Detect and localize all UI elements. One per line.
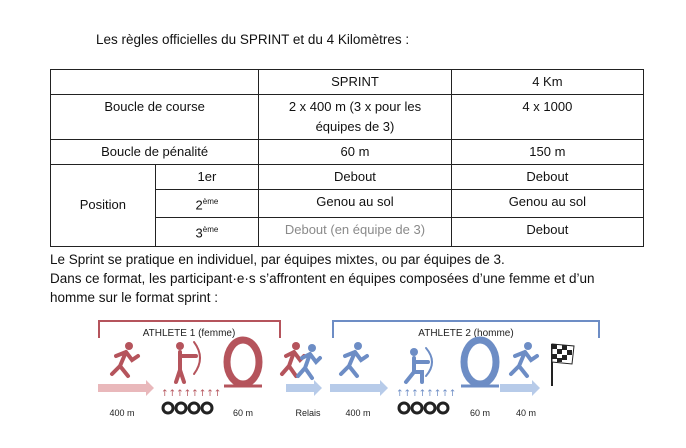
cell-boucle-sprint-line1: 2 x 400 m (3 x pour les <box>288 99 422 114</box>
position-suffix: ème <box>202 197 219 206</box>
position-number <box>155 218 259 246</box>
archer-icon <box>176 342 200 382</box>
cell-position-2-4km: Genou au sol <box>451 190 643 218</box>
relay-diagram <box>96 316 616 428</box>
position-suffix: er <box>204 169 217 184</box>
label-run2: 400 m <box>345 408 371 418</box>
table-row-boucle-penalite <box>51 140 644 165</box>
label-relay: Relais <box>295 408 321 418</box>
finisher-icon <box>511 342 537 376</box>
paragraph-line-2: Dans ce format, les participant·e·s s’affrontent en équipes composées d’une femme et d’un <box>50 271 595 286</box>
position-num: 3 <box>195 225 203 241</box>
position-suffix: ème <box>202 225 219 235</box>
header-4km: 4 Km <box>451 70 643 95</box>
position-number <box>155 165 259 190</box>
relay-runners-icon <box>282 342 320 378</box>
table-row-boucle-course <box>51 95 644 140</box>
cell-penalite-4km: 150 m <box>451 140 643 165</box>
position-number <box>155 190 259 218</box>
cell-position-1-4km: Debout <box>451 165 643 190</box>
svg-text:↑↑↑↑↑↑↑↑: ↑↑↑↑↑↑↑↑ <box>161 389 222 399</box>
cell-position-1-sprint: Debout <box>259 165 452 190</box>
targets-icon <box>396 389 456 413</box>
cell-boucle-sprint-line2: équipes de 3) <box>315 119 395 134</box>
athlete2-label: ATHLETE 2 (homme) <box>418 328 514 339</box>
svg-text:↑↑↑↑↑↑↑↑: ↑↑↑↑↑↑↑↑ <box>396 389 457 399</box>
table-row-position-1 <box>51 165 644 190</box>
page-heading: Les règles officielles du SPRINT et du 4 Kilomètres : <box>96 32 410 47</box>
cell-boucle-course-4km: 4 x 1000 <box>451 95 643 140</box>
table-header-row <box>51 70 644 95</box>
position-num: 2 <box>195 197 203 213</box>
rules-table <box>50 69 644 247</box>
penalty-loop-icon <box>461 340 499 386</box>
cell-position-3-sprint: Debout (en équipe de 3) <box>259 218 452 246</box>
runner-icon <box>341 342 367 376</box>
kneeling-archer-icon <box>406 348 432 382</box>
penalty-loop-icon <box>224 340 262 386</box>
cell-penalite-sprint: 60 m <box>259 140 452 165</box>
athlete1-label: ATHLETE 1 (femme) <box>142 328 236 339</box>
position-num: 1 <box>197 169 205 184</box>
paragraph-line-1: Le Sprint se pratique en individuel, par équipes mixtes, ou par équipes de 3. <box>50 252 505 267</box>
row-label-position: Position <box>51 165 156 247</box>
label-loop2: 60 m <box>469 408 491 418</box>
runner-icon <box>112 342 138 376</box>
row-label-boucle-course: Boucle de course <box>51 95 259 140</box>
paragraph-line-3: homme sur le format sprint : <box>50 290 219 305</box>
table-corner-cell <box>51 70 259 95</box>
label-run1: 400 m <box>109 408 135 418</box>
label-finish: 40 m <box>515 408 537 418</box>
header-sprint: SPRINT <box>259 70 452 95</box>
targets-icon <box>161 389 221 413</box>
cell-boucle-course-sprint <box>259 95 452 140</box>
cell-position-3-4km: Debout <box>451 218 643 246</box>
label-loop1: 60 m <box>232 408 254 418</box>
checkered-flag-icon <box>552 344 574 386</box>
cell-position-2-sprint: Genou au sol <box>259 190 452 218</box>
row-label-boucle-penalite: Boucle de pénalité <box>51 140 259 165</box>
